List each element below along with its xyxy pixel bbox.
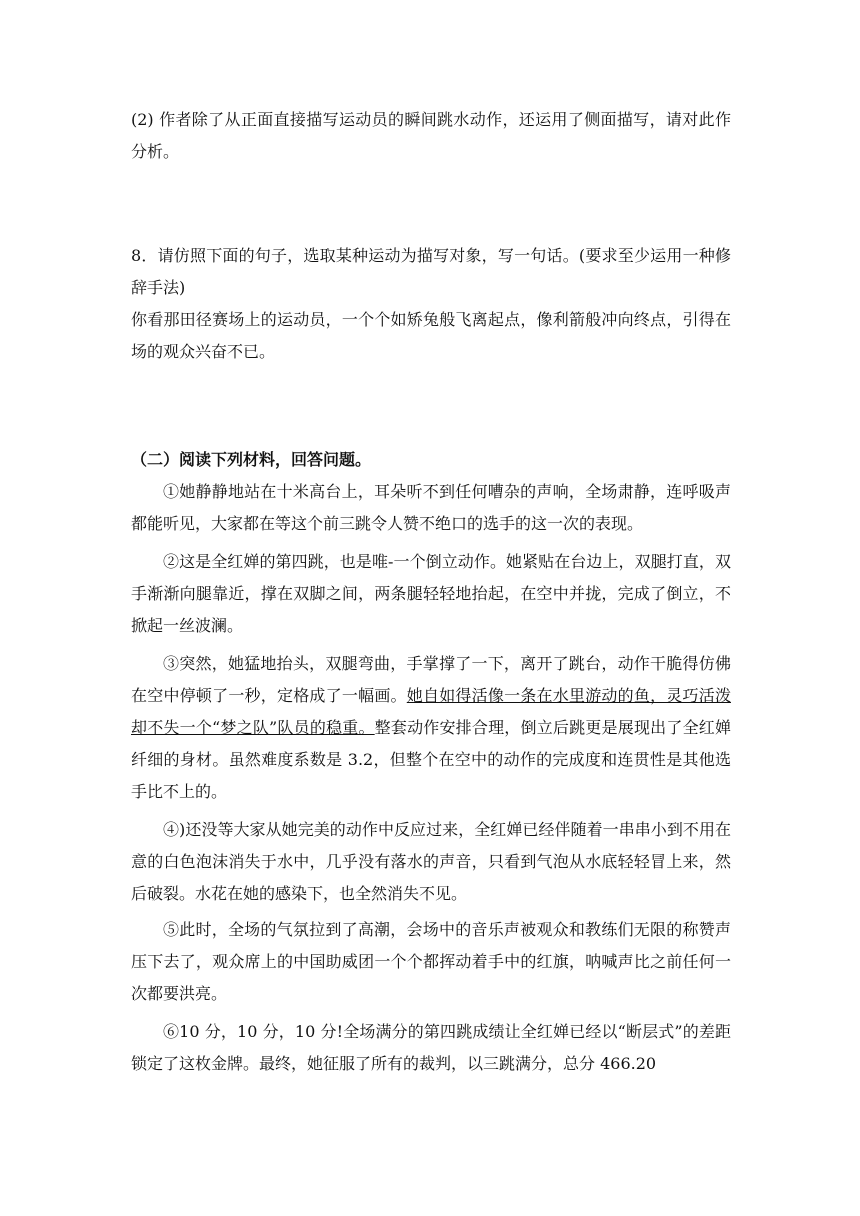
paragraph-5: ⑤此时，全场的气氛拉到了高潮，会场中的音乐声被观众和教练们无限的称赞声压下去了，观众席上的中国助威团一个个都挥动着手中的红旗，呐喊声比之前任何一次都要洪亮。 <box>131 920 731 1003</box>
paragraph-1: ①她静静地站在十米高台上，耳朵听不到任何嘈杂的声响，全场肃静，连呼吸声都能听见，大家都在等这个前三跳令人赞不绝口的选手的这一次的表现。 <box>131 482 731 533</box>
paragraph-3-text-before: ③突然，她猛地抬头，双腿弯曲，手掌撑了一下，离开了跳台，动作干脆得仿佛在空中停顿了一秒，定格成了一幅画。 <box>131 654 731 705</box>
paragraph-3 <box>131 648 731 808</box>
question-8-example-sentence: 你看那田径赛场上的运动员，一个个如矫兔般飞离起点，像利箭般冲向终点，引得在场的观众兴奋不已。 <box>131 310 731 361</box>
paragraph-3-underlined-sentence: 她自如得活像一条在水里游动的鱼，灵巧活泼却不失一个“梦之队”队员的稳重。 <box>131 686 731 737</box>
section-2-heading: （二）阅读下列材料，回答问题。 <box>131 450 372 469</box>
question-7-2: (2) 作者除了从正面直接描写运动员的瞬间跳水动作，还运用了侧面描写，请对此作分析。 <box>131 110 731 161</box>
paragraph-6: ⑥10 分，10 分，10 分!全场满分的第四跳成绩让全红婵已经以“断层式”的差距锁定了这枚金牌。最终，她征服了所有的裁判，以三跳满分，总分 466.20 <box>131 1022 731 1073</box>
question-8-prompt: 8．请仿照下面的句子，选取某种运动为描写对象，写一句话。(要求至少运用一种修辞手法) <box>131 246 731 297</box>
paragraph-4: ④)还没等大家从她完美的动作中反应过来，全红婵已经伴随着一串串小到不用在意的白色泡沫消失于水中，几乎没有落水的声音，只看到气泡从水底轻轻冒上来，然后破裂。水花在她的感染下，也全然消失不见。 <box>131 820 731 903</box>
paragraph-3-text-after: 整套动作安排合理，倒立后跳更是展现出了全红婵纤细的身材。虽然难度系数是 3.2，但整个在空中的动作的完成度和连贯性是其他选手比不上的。 <box>131 718 731 801</box>
paragraph-2: ②这是全红婵的第四跳，也是唯-一个倒立动作。她紧贴在台边上，双腿打直，双手渐渐向腿靠近，撑在双脚之间，两条腿轻轻地抬起，在空中并拢，完成了倒立，不掀起一丝波澜。 <box>131 552 731 635</box>
